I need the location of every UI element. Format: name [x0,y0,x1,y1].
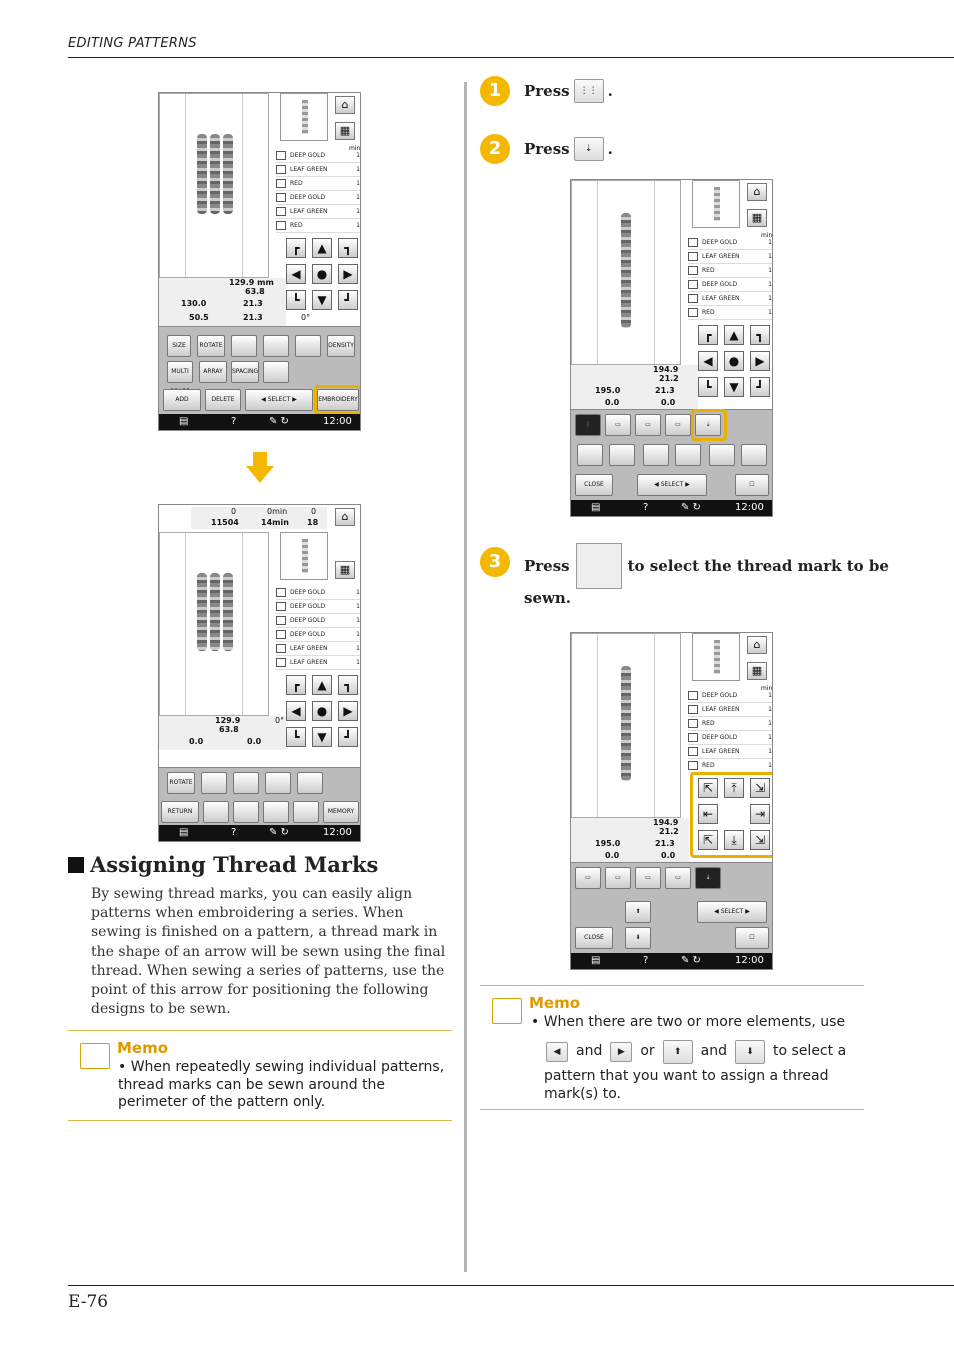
thread-swatch [688,294,698,303]
mark-option-button[interactable]: ▭ [635,414,661,436]
function-bar [159,767,361,827]
min-label: min [761,232,773,239]
mark-option-button[interactable]: ▭ [605,867,631,889]
status-bar: ▤ ? ✎ ↻ 12:00 [159,825,360,841]
color-row [276,191,360,205]
running-header: EDITING PATTERNS [68,36,197,51]
thread-count: 1 [356,603,360,610]
arrow-down-right[interactable]: ┛ [750,377,770,397]
memo-title: Memo [117,1039,169,1057]
adjust-button[interactable] [709,444,735,466]
thread-mark-button[interactable] [263,801,289,823]
thread-swatch [276,165,286,174]
thread-count: 1 [768,253,772,260]
pattern-thumbnail [692,180,740,228]
mark-toggle-button[interactable]: ⋮ [575,414,601,436]
thread-name: LEAF GREEN [290,645,328,652]
step-1 [480,76,613,106]
pattern-element [621,666,631,781]
size-info: 194.9 21.2 195.0 21.3 0.0 0.0 [571,365,698,409]
adjust-button[interactable] [675,444,701,466]
down-arrow-icon [246,452,274,484]
home-button[interactable]: ⌂ [335,96,355,114]
color-row [688,306,772,320]
color-row [688,731,772,745]
thread-count: 1 [356,645,360,652]
color-row [276,586,360,600]
pattern-element [223,573,233,651]
thread-count: 1 [356,208,360,215]
status-bar: ▤ ? ✎ ↻ 12:00 [159,414,360,430]
checkbox-button[interactable]: ☐ [735,927,769,949]
thread-count: 1 [768,239,772,246]
thread-count: 1 [768,720,772,727]
thread-name: RED [702,267,715,274]
status-bar: ▤ ? ✎ ↻ 12:00 [571,953,772,969]
mark-bottom-left[interactable]: ⇱ [698,830,718,850]
adjust-button[interactable] [609,444,635,466]
adjust-button[interactable] [643,444,669,466]
highlight-thread-mark-on [691,409,727,441]
thread-name: LEAF GREEN [290,208,328,215]
thread-count: 1 [768,267,772,274]
thread-name: LEAF GREEN [702,253,740,260]
delete-button[interactable]: DELETE [205,389,241,411]
color-row [688,236,772,250]
color-sort-button[interactable] [297,772,323,794]
close-button[interactable]: CLOSE [575,927,613,949]
close-button[interactable]: CLOSE [575,474,613,496]
thread-swatch [688,719,698,728]
color-row [276,614,360,628]
mark-top-left[interactable]: ⇱ [698,778,718,798]
thread-count: 1 [768,762,772,769]
pattern-thumbnail [280,532,328,580]
mirror-button[interactable] [231,335,257,357]
pencil-icon [80,1043,110,1069]
size-button[interactable]: SIZE [167,335,191,357]
thread-count: 1 [356,589,360,596]
screen-mark-position [570,632,773,970]
memo-and: and [700,1043,728,1060]
mark-top[interactable]: ⤒ [724,778,744,798]
color-row [276,600,360,614]
mark-option-button[interactable]: ▭ [635,867,661,889]
arrow-right[interactable]: ▶ [750,351,770,371]
embroidery-frame-button[interactable]: ▦ [747,662,767,680]
thread-count: 1 [356,617,360,624]
color-row [276,656,360,670]
thread-name: DEEP GOLD [290,152,326,159]
thread-swatch [276,658,286,667]
thread-count: 1 [356,631,360,638]
color-row [276,642,360,656]
pattern-element [210,134,220,214]
adjust-button[interactable] [741,444,767,466]
thread-count: 1 [356,222,360,229]
thread-name: DEEP GOLD [702,692,738,699]
memo-text: • When there are two or more elements, use [531,1014,846,1030]
mark-option-button[interactable]: ▭ [605,414,631,436]
color-row [688,745,772,759]
trial-button[interactable] [233,772,259,794]
step-suffix: . [607,140,613,158]
step-number: 3 [480,547,510,577]
pattern-canvas [571,633,681,818]
thread-name: RED [702,309,715,316]
checkbox-button[interactable]: ☐ [735,474,769,496]
arrow-up[interactable]: ▲ [312,675,332,695]
arrow-center[interactable]: ● [724,351,744,371]
mark-option-button[interactable]: ▭ [575,867,601,889]
thread-swatch [688,280,698,289]
embroidery-frame-button[interactable]: ▦ [335,561,355,579]
add-button[interactable]: ADD [163,389,201,411]
arrow-left[interactable]: ◀ [286,264,306,284]
embroidery-button[interactable]: EMBROIDERY [317,389,359,411]
color-row [688,717,772,731]
thread-name: LEAF GREEN [290,166,328,173]
thread-count: 1 [768,692,772,699]
thread-swatch [276,207,286,216]
flip-button[interactable] [295,335,321,357]
thread-name: DEEP GOLD [702,734,738,741]
thread-mark-key-icon: ⋮⋮ [574,79,604,103]
rotate-button[interactable]: ROTATE [167,772,195,794]
arrow-center[interactable]: ● [312,701,332,721]
thread-swatch [688,238,698,247]
memo-left [68,1030,452,1121]
screen-thread-mark [570,179,773,517]
mark-bottom[interactable]: ⤓ [724,830,744,850]
highlight-mark-keys [690,772,773,858]
select-control[interactable]: ◀ SELECT ▶ [637,474,707,496]
arrow-up-left[interactable]: ┏ [286,675,306,695]
home-button[interactable]: ⌂ [747,183,767,201]
min-label: min [761,685,773,692]
embroidery-frame-button[interactable]: ▦ [747,209,767,227]
memo-text-cont: pattern that you want to assign a thread mark(s) to. [544,1068,829,1102]
rotate-button[interactable]: ROTATE [197,335,225,357]
thread-swatch [688,308,698,317]
multi-color-button[interactable]: MULTI [167,361,193,383]
color-row [688,250,772,264]
highlight-embroidery [314,385,361,415]
thread-mark-on-button[interactable]: ⇣ [695,867,721,889]
memo-text: • When repeatedly sewing individual patterns, thread marks can be sewn around the perimeter of the pattern only. [118,1059,445,1110]
header-rule [68,57,954,58]
thread-count: 1 [356,152,360,159]
arrow-up-right[interactable]: ┓ [338,238,358,258]
step-text-cont: sewn. [524,589,572,607]
array-button[interactable]: ARRAY [199,361,227,383]
pattern-thumbnail [692,633,740,681]
arrow-up-right[interactable]: ┓ [750,325,770,345]
color-row [276,628,360,642]
thread-cutting-button[interactable] [201,772,227,794]
screen-edit [158,92,361,431]
thread-mark-panel [571,862,773,955]
arrow-down[interactable]: ▼ [312,290,332,310]
step-number: 1 [480,76,510,106]
thread-swatch [276,644,286,653]
status-bar: ▤ ? ✎ ↻ 12:00 [571,500,772,516]
home-button[interactable]: ⌂ [335,508,355,526]
thread-name: RED [290,180,303,187]
memo-title: Memo [529,994,581,1012]
thread-count: 1 [768,309,772,316]
thread-tension-button[interactable] [265,772,291,794]
column-divider [464,82,467,1272]
thread-name: DEEP GOLD [290,194,326,201]
memo-to-select: to select a [773,1043,847,1060]
thread-swatch [688,691,698,700]
pattern-canvas [159,532,269,716]
thread-mark-on-button[interactable]: ⇣ [695,414,721,436]
thread-mark-button[interactable] [263,335,289,357]
thread-name: LEAF GREEN [702,748,740,755]
memo-and: and [576,1043,603,1060]
element-down-button[interactable]: ⬇ [625,927,651,949]
thread-name: LEAF GREEN [702,295,740,302]
select-control[interactable]: ◀ SELECT ▶ [245,389,313,411]
color-row [688,264,772,278]
arrow-down-right[interactable]: ┛ [338,290,358,310]
arrow-down-left[interactable]: ┗ [286,727,306,747]
thread-swatch [688,266,698,275]
thread-count: 1 [356,180,360,187]
thread-count: 1 [768,706,772,713]
thread-swatch [276,179,286,188]
page-number: E-76 [68,1292,109,1312]
color-row [688,703,772,717]
pattern-element [197,573,207,651]
thread-mark-panel [571,409,773,502]
thread-name: DEEP GOLD [290,617,326,624]
color-row [276,163,360,177]
step-3 [480,543,889,607]
arrow-center[interactable]: ● [312,264,332,284]
spacing-button[interactable]: SPACING [231,361,259,383]
size-info: 129.9 mm 63.8 130.0 21.3 50.5 21.3 0° [159,278,286,326]
thread-name: DEEP GOLD [290,603,326,610]
thread-swatch [688,705,698,714]
thread-swatch [276,193,286,202]
thread-name: RED [290,222,303,229]
duplicate-button[interactable] [263,361,289,383]
thread-swatch [276,151,286,160]
size-info: 129.9 0° 63.8 0.0 0.0 [159,716,286,750]
size-info: 194.9 21.2 195.0 21.3 0.0 0.0 [571,818,689,862]
memo-icons-line [546,1040,864,1064]
home-button[interactable]: ⌂ [747,636,767,654]
thread-swatch [276,616,286,625]
color-row [276,177,360,191]
pattern-thumbnail [280,93,328,141]
thread-name: RED [702,720,715,727]
color-row [276,149,360,163]
thread-name: DEEP GOLD [702,281,738,288]
density-button[interactable]: DENSITY [327,335,355,357]
step-2 [480,134,613,164]
thread-swatch [688,761,698,770]
thread-name: RED [702,762,715,769]
thread-name: DEEP GOLD [290,631,326,638]
thread-swatch [276,630,286,639]
thread-swatch [276,602,286,611]
thread-swatch [688,252,698,261]
color-row [688,689,772,703]
element-up-button[interactable]: ⬆ [625,901,651,923]
step-number: 2 [480,134,510,164]
thread-name: DEEP GOLD [702,239,738,246]
down-arrow-icon: ⬇ [735,1040,765,1064]
needle-button[interactable] [233,801,259,823]
thread-count: 1 [768,748,772,755]
arrow-up[interactable]: ▲ [312,238,332,258]
arrow-down[interactable]: ▼ [724,377,744,397]
section-paragraph: By sewing thread marks, you can easily align patterns when embroidering a series. When sewing is finished on a pattern, a thread mark in the shape of an arrow will be sewn using the final thread. When sewing a series of patterns, use the point of this arrow for positioning the following designs to be sewn. [91,886,446,1018]
adjust-button[interactable] [577,444,603,466]
pattern-element [197,134,207,214]
arrow-up[interactable]: ▲ [724,325,744,345]
right-arrow-icon: ▶ [610,1042,632,1062]
color-row [276,205,360,219]
arrow-down-left[interactable]: ┗ [698,377,718,397]
arrow-down[interactable]: ▼ [312,727,332,747]
thread-swatch [276,221,286,230]
thread-swatch [276,588,286,597]
color-row [688,292,772,306]
mark-top-right[interactable]: ⇲ [750,778,770,798]
up-arrow-icon: ⬆ [663,1040,693,1064]
counter-bar: 0 11504 0min 14min 0 18 [191,507,327,529]
arrow-left[interactable]: ◀ [286,701,306,721]
memory-button[interactable]: MEMORY [323,801,359,823]
screen-embroidery [158,504,361,842]
arrow-up-left[interactable]: ┏ [286,238,306,258]
mark-bottom-right[interactable]: ⇲ [750,830,770,850]
arrow-right[interactable]: ▶ [338,264,358,284]
memo-or: or [640,1043,655,1060]
step-text-suffix: to select the thread mark to be [627,557,889,575]
pattern-element [621,213,631,328]
thread-swatch [688,747,698,756]
arrow-down-right[interactable]: ┛ [338,727,358,747]
thread-count: 1 [356,166,360,173]
arrow-up-right[interactable]: ┓ [338,675,358,695]
mark-option-button[interactable]: ▭ [665,867,691,889]
pattern-element [210,573,220,651]
min-label: min [349,145,361,152]
step-suffix: . [607,82,613,100]
mark-option-button[interactable]: ▭ [665,414,691,436]
mark-position-keys-icon [576,543,622,589]
jump-cut-button[interactable] [203,801,229,823]
mark-right[interactable]: ⇥ [750,804,770,824]
step-text: Press [524,82,570,100]
memo-right [480,985,864,1110]
thread-count: 1 [356,659,360,666]
color-row [276,219,360,233]
arrow-down-left[interactable]: ┗ [286,290,306,310]
return-button[interactable]: RETURN [161,801,199,823]
frame-button[interactable] [293,801,319,823]
pattern-canvas [159,93,269,278]
thread-count: 1 [768,295,772,302]
step-text: Press [524,140,570,158]
arrow-left[interactable]: ◀ [698,351,718,371]
arrow-right[interactable]: ▶ [338,701,358,721]
pattern-element [223,134,233,214]
thread-mark-on-icon: ⇣ [574,137,604,161]
pencil-icon [492,998,522,1024]
thread-count: 1 [768,281,772,288]
color-row [688,278,772,292]
embroidery-frame-button[interactable]: ▦ [335,122,355,140]
color-row [688,759,772,773]
left-arrow-icon: ◀ [546,1042,568,1062]
thread-name: DEEP GOLD [290,589,326,596]
thread-name: LEAF GREEN [702,706,740,713]
section-title: Assigning Thread Marks [68,852,378,877]
thread-count: 1 [356,194,360,201]
select-control[interactable]: ◀ SELECT ▶ [697,901,767,923]
thread-name: LEAF GREEN [290,659,328,666]
step-text: Press [524,557,570,575]
thread-swatch [688,733,698,742]
arrow-up-left[interactable]: ┏ [698,325,718,345]
thread-count: 1 [768,734,772,741]
mark-left[interactable]: ⇤ [698,804,718,824]
pattern-canvas [571,180,681,365]
footer-rule [68,1285,954,1286]
